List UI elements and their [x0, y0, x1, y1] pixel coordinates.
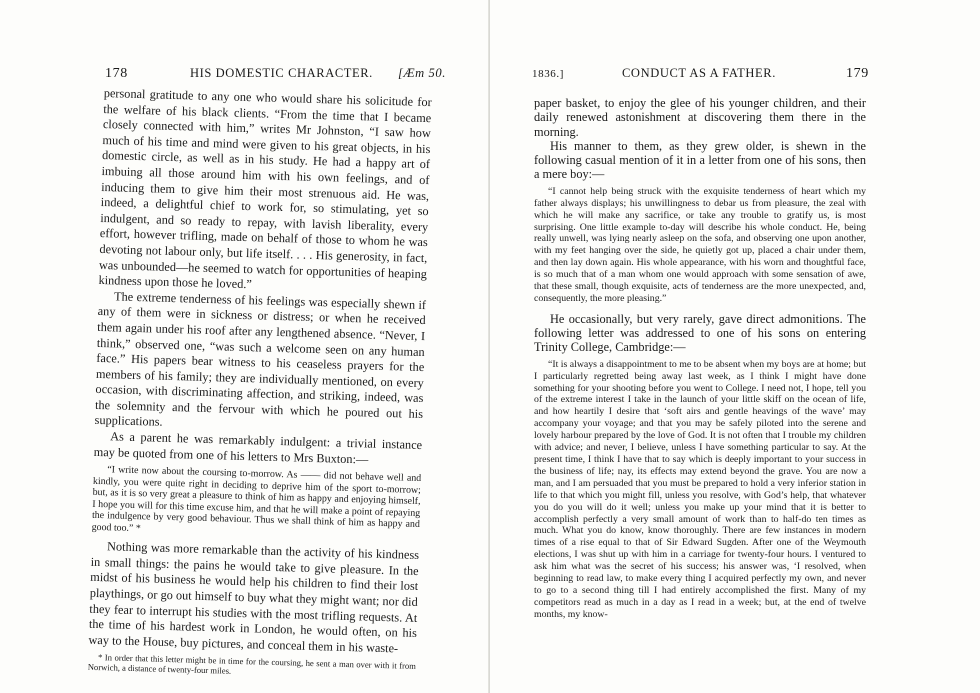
- left-block-quote: “I write now about the coursing to-morrow. As —— did not behave well and kindly, you were quite right in deciding to deprive him of the sport to-morrow; but, as it is so very great a pleasure to think of him as happy and enjoying himself, I hope you will for this time excuse him, and that he will make a point of repaying the indulgence by very good behaviour. Thus we shall think of him as happy and good too.” *: [91, 464, 422, 534]
- right-paragraph-3: He occasionally, but very rarely, gave direct admonitions. The following letter was addressed to one of his sons on entering Trinity College, Cambridge:—: [534, 311, 866, 355]
- right-page-number: 179: [846, 66, 869, 81]
- right-block-quote-2: “It is always a disappointment to me to be absent when my boys are at home; but I particularly regretted being away last week, as I think I might have done something for your shooting before you went to College. I need not, I hope, tell you of the extreme interest I take in the launch of your little skiff on the ocean of life, and how heartily I desire that ‘soft airs and gentle heavings of the wave’ may accompany your voyage; and that you may be safely piloted into the serene and lovely harbour prepared by the love of God. It is not often that I trouble my children with advice; and never, I believe, unless I have something particular to say. At the present time, I think I have that to say which is deeply important to your success in the business of life; nay, its effects may extend beyond the grave. You are now a man, and I am persuaded that you must be prepared to hold a very inferior station in life to that which you might fill, unless you resolve, with God’s help, that whatever you do you will do it well; unless you make up your mind that it is better to accomplish perfectly a very small amount of work than to half-do ten times as much. What you do know, know thoroughly. There are few instances in modern times of a rise equal to that of Sir Edward Sugden. After one of the Weymouth elections, I was shut up with him in a carriage for twenty-four hours. I ventured to ask him what was the secret of his success; his answer was, ‘I resolved, when beginning to read law, to make every thing I acquired perfectly my own, and never to go to a second thing till I had entirely accomplished the first. Many of my competitors read as much in a day as I read in a week; but, at the end of twelve months, my know-: [534, 358, 866, 620]
- left-paragraph-4: Nothing was more remarkable than the activity of his kindness in small things: the pains he would take to give pleasure. In the midst of his business he would help his children to find their lost playthings, or go out himself to buy what they might want; nor did they fear to interrupt his studies with the most trifling requests. At the time of his hardest work in London, he would often, on his way to the House, buy pictures, and conceal them in his waste-: [88, 539, 420, 656]
- right-page: [490, 0, 980, 693]
- left-running-title: HIS DOMESTIC CHARACTER.: [190, 66, 373, 80]
- right-paragraph-1: paper basket, to enjoy the glee of his younger children, and their daily renewed astonishment at discovering them there in the morning.: [534, 96, 866, 139]
- left-paragraph-3: As a parent he was remarkably indulgent: a trivial instance may be quoted from one of his letters to Mrs Buxton:—: [93, 429, 423, 467]
- left-footnote: * In order that this letter might be in time for the coursing, he sent a man over with it from Norwich, a distance of twenty-four miles.: [87, 652, 417, 677]
- right-paragraph-2: His manner to them, as they grew older, is shewn in the following casual mention of it in a letter from one of his sons, then a mere boy:—: [534, 138, 866, 182]
- right-running-title: CONDUCT AS A FATHER.: [622, 66, 776, 80]
- left-paragraph-2: The extreme tenderness of his feelings was especially shewn if any of them were in sickness or distress; or when he received them again under his roof after any lengthened absence. “Never, I think,” observed one, “was such a welcome seen on any human face.” His papers bear witness to his ceaseless prayers for the members of his family; they are individually mentioned, on every occasion, with discriminating affection, and striking, indeed, was the solemnity and the fervour with which he poured out his supplications.: [94, 289, 427, 430]
- right-running-head: [490, 66, 980, 88]
- right-page-body: [534, 96, 866, 627]
- right-block-quote-1: “I cannot help being struck with the exquisite tenderness of heart which my father always displays; his unwillingness to debar us from pleasure, the zeal with which he will make any sacrifice, or take any trouble to gratify us, is most surprising. One little example to-day will describe his whole conduct. He, being really unwell, was lying nearly asleep on the sofa, and observing one upon another, with my feet hanging over the side, he quietly got up, placed a chair under them, and then lay down again. His whole appearance, with his worn and thoughtful face, is so much that of a man whom one would approach with some sensation of awe, that these small, though exquisite, acts of tenderness are the more unexpected, and, consequently, the more pleasing.”: [534, 185, 866, 304]
- right-side-note: 1836.]: [532, 68, 565, 80]
- left-page-body: [88, 86, 432, 681]
- left-page-number: 178: [105, 66, 128, 81]
- left-running-head: [0, 66, 490, 88]
- left-paragraph-1: personal gratitude to any one who would share his solicitude for the welfare of his black clients. “From the time that I became closely connected with him,” writes Mr Johnston, “I saw how much of his time and mind were given to his great objects, in his domestic circle, as well as in his study. He had a happy art of imbuing all those around him with his own feelings, and of inducing them to give him their most strenuous aid. He was, indeed, a delightful chief to work for, so stimulating, yet so indulgent, and so ready to repay, with lavish liberality, every effort, however trifling, made on behalf of those to whom he was devoting not labour only, but life itself. . . . His generosity, in fact, was unbounded—he seemed to watch for opportunities of heaping kindness upon those he loved.”: [98, 86, 432, 292]
- left-side-note: [Æт 50.: [398, 66, 446, 80]
